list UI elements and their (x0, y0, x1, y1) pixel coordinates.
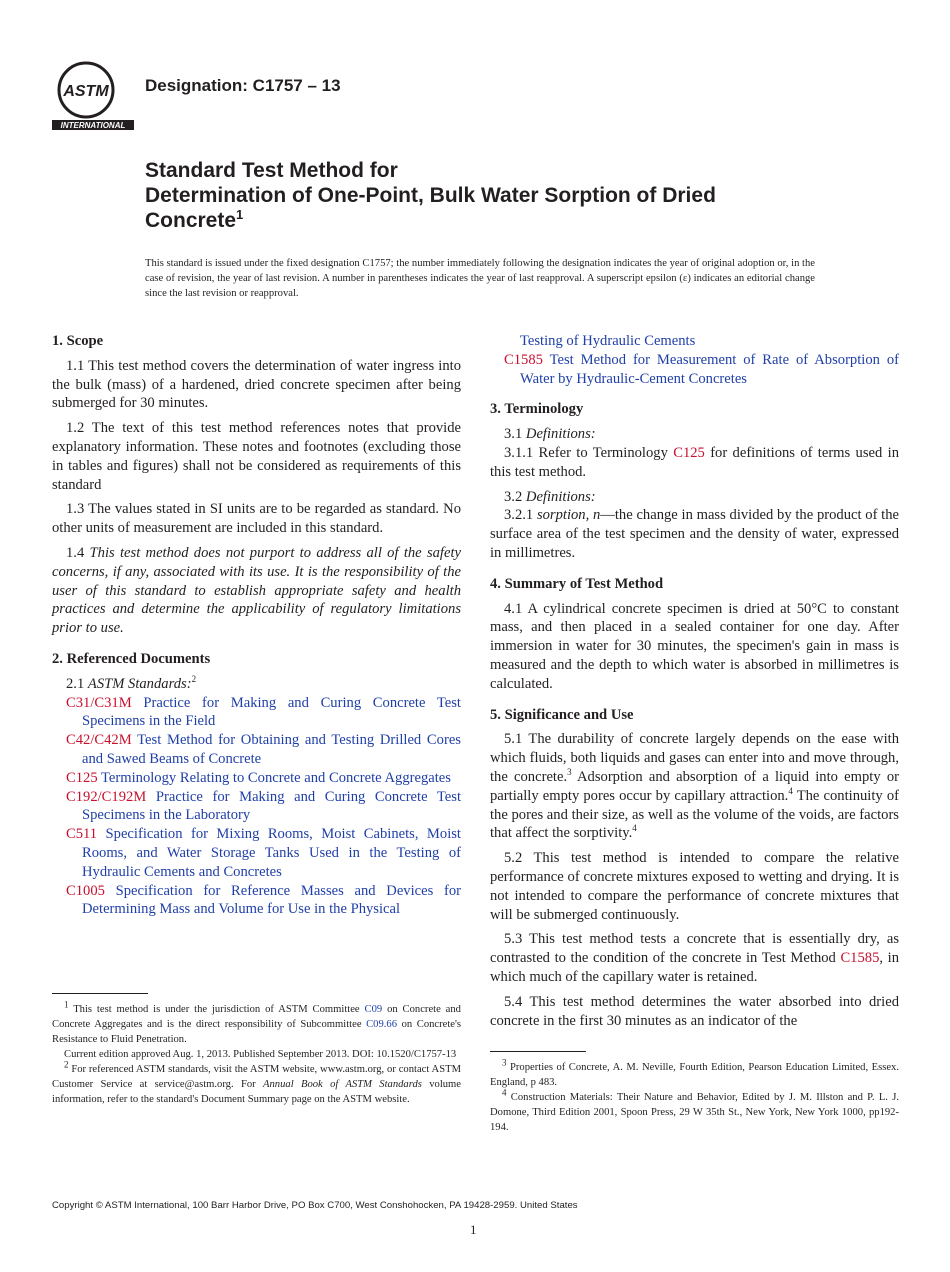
astm-logo (50, 58, 136, 134)
paragraph-5-3-post: , in which much of the capillary water is retained. (490, 950, 899, 985)
reference-list (52, 694, 461, 920)
paragraph-5-3-pre: 5.3 This test method tests a concrete that is essentially dry, as contrasted to the condition of the concrete in Test Method (490, 931, 899, 967)
paragraph-3-1-1-post: for definitions of terms used in this test method. (490, 444, 899, 480)
subheading-title: ASTM Standards: (87, 675, 192, 692)
paragraph-1-4 (52, 544, 461, 638)
subheading-footnote-mark: 2 (191, 673, 197, 684)
footnote-2 (52, 1059, 461, 1107)
footnote-2-b: volume information, refer to the standard's Document Summary page on the ASTM website. (52, 1079, 461, 1105)
footnote-3-text: Properties of Concrete, A. M. Neville, Fourth Edition, Pearson Education Limited, Essex. England, p 483. (490, 1062, 899, 1088)
footnote-2-mark: 2 (64, 1059, 69, 1070)
reference-code-link[interactable]: C511 (66, 826, 98, 843)
reference-item (52, 731, 461, 769)
footnote-3 (490, 1057, 899, 1090)
link-c09-66[interactable]: C09.66 (366, 1019, 398, 1030)
reference-item (52, 788, 461, 826)
reference-list-continued (490, 332, 899, 388)
link-c1585[interactable]: C1585 (840, 950, 880, 967)
title-footnote-mark: 1 (236, 207, 244, 222)
paragraph-1-3: 1.3 The values stated in SI units are to be regarded as standard. No other units of measurement are included in this standard. (52, 501, 461, 537)
paragraph-5-4: 5.4 This test method determines the water absorbed into dried concrete in the first 30 minutes as an indicator of the (490, 993, 899, 1029)
footnote-1-edition: Current edition approved Aug. 1, 2013. Published September 2013. DOI: 10.1520/C1757-13 (64, 1049, 457, 1060)
paragraph-5-1 (490, 730, 899, 843)
reference-title-link[interactable]: Practice for Making and Curing Concrete Test Specimens in the Laboratory (82, 788, 461, 824)
footnote-4-text: Construction Materials: Their Nature and Behavior, Edited by J. M. Illston and P. L. J. Domone, Third Edition 2001, Spoon Press, 29 W 35th St., New York, New York 1000, pp192-194. (490, 1092, 899, 1133)
footnotes-left (52, 999, 462, 1107)
footnote-mark-4: 4 (788, 785, 793, 796)
title-line-2: Determination of One-Point, Bulk Water Sorption of Dried (145, 184, 716, 207)
right-column (490, 332, 899, 1030)
svg-text:INTERNATIONAL: INTERNATIONAL (60, 121, 126, 130)
paragraph-3-1-number: 3.1 (504, 426, 523, 443)
paragraph-3-1 (490, 425, 899, 444)
title-line-3-text: Concrete (145, 209, 237, 232)
paragraph-1-4-number: 1.4 (66, 544, 85, 561)
footnote-rule-left (52, 993, 148, 994)
definition-text: —the change in mass divided by the product of the surface area of the test specimen and the density of water, expressed in millimetres. (490, 507, 899, 561)
footnote-mark-3: 3 (567, 767, 572, 778)
paragraph-4-1: 4.1 A cylindrical concrete specimen is dried at 50°C to constant mass, and then placed in a sealed container for one day. After immersion in water for 30 minutes, the specimen's gain in mass is measured and the depth to which water is absorbed in millimetres is calculated. (490, 600, 899, 692)
footnotes-right (490, 1057, 899, 1135)
section-heading-referenced-documents: 2. Referenced Documents (52, 650, 211, 667)
astm-standards-subheading (52, 675, 461, 694)
reference-title-link[interactable]: Test Method for Measurement of Rate of Absorption of Water by Hydraulic-Cement Concretes (520, 351, 900, 387)
astm-logo-icon (50, 58, 136, 134)
left-column (52, 332, 461, 919)
footnote-2-a: For referenced ASTM standards, visit the ASTM website, www.astm.org, or contact ASTM Customer Service at service@astm.org. For (52, 1064, 461, 1090)
reference-code-link[interactable]: C1585 (504, 351, 543, 368)
reference-item (490, 351, 899, 389)
footnote-1-mark: 1 (64, 999, 69, 1010)
reference-code-link[interactable]: C192/C192M (66, 788, 147, 805)
reference-title-link[interactable]: Test Method for Obtaining and Testing Drilled Cores and Sawed Beams of Concrete (82, 732, 461, 767)
paragraph-1-1: 1.1 This test method covers the determination of water ingress into the bulk (mass) of a hardened, dried concrete specimen after being submerged for 30 minutes. (52, 357, 461, 412)
reference-item (52, 694, 461, 732)
footnote-1 (52, 999, 462, 1047)
footnote-1-c: on Concrete's Resistance to Fluid Penetration. (52, 1019, 462, 1045)
paragraph-5-1-b: Adsorption and absorption of a liquid into empty or partially empty pores occur by capillary attraction. (490, 768, 899, 804)
paragraph-3-2 (490, 488, 899, 507)
subheading-number: 2.1 (66, 675, 85, 692)
paragraph-5-1-c: The continuity of the pores and their size, as well as the volume of the voids, are factors that affect the sorptivity. (490, 787, 899, 842)
reference-code-link[interactable]: C1005 (66, 882, 105, 899)
paragraph-5-2: 5.2 This test method is intended to compare the relative performance of concrete mixtures exposed to wetting and drying. It is not intended to compare the performance of concrete mixtures that will be submerged continuously. (490, 850, 899, 923)
reference-item (52, 769, 461, 788)
svg-text:ASTM: ASTM (63, 83, 109, 100)
reference-code-link[interactable]: C42/C42M (66, 732, 132, 749)
footnote-rule-right (490, 1051, 586, 1052)
document-title (145, 158, 845, 233)
reference-item (52, 825, 461, 881)
paragraph-3-1-1-pre: 3.1.1 Refer to Terminology (504, 444, 668, 461)
issued-note: This standard is issued under the fixed designation C1757; the number immediately following the designation indicates the year of original adoption or, in the case of revision, the year of last revision. A number in parentheses indicates the year of last reapproval. A superscript epsilon (ε) indicates an editorial change since the last revision or reapproval. (145, 258, 815, 299)
paragraph-5-3 (490, 930, 899, 986)
reference-item-continued (490, 332, 899, 351)
section-heading-significance: 5. Significance and Use (490, 706, 634, 723)
link-c09[interactable]: C09 (364, 1004, 383, 1015)
reference-item (52, 882, 461, 920)
paragraph-1-4-text: This test method does not purport to address all of the safety concerns, if any, associated with its use. It is the responsibility of the user of this standard to establish appropriate safety and health practices and determine the applicability of regulatory limitations prior to use. (52, 544, 461, 637)
link-c125[interactable]: C125 (673, 444, 705, 461)
reference-title-link[interactable]: Practice for Making and Curing Concrete Test Specimens in the Field (82, 694, 461, 730)
paragraph-5-1-a: 5.1 The durability of concrete largely depends on the ease with which fluids, both liquids and gases can enter into and move through, the concrete. (490, 731, 899, 785)
reference-title-link-continued[interactable]: Testing of Hydraulic Cements (520, 333, 696, 349)
paragraph-3-1-label: Definitions: (525, 426, 596, 443)
section-heading-terminology: 3. Terminology (490, 401, 584, 418)
title-line-3 (145, 208, 845, 233)
copyright-notice: Copyright © ASTM International, 100 Barr Harbor Drive, PO Box C700, West Conshohocken, PA 19428-2959. United States (52, 1200, 578, 1211)
page-number: 1 (470, 1222, 477, 1237)
footnote-4 (490, 1087, 899, 1135)
reference-title-link[interactable]: Terminology Relating to Concrete and Concrete Aggregates (101, 769, 451, 786)
reference-title-link[interactable]: Specification for Mixing Rooms, Moist Cabinets, Moist Rooms, and Water Storage Tanks Used in the Testing of Hydraulic Cements and Concretes (82, 826, 461, 880)
footnote-3-mark: 3 (502, 1057, 507, 1068)
paragraph-3-1-1 (490, 444, 899, 482)
footnote-1-b: on Concrete and Concrete Aggregates and is the direct responsibility of Subcommittee (52, 1004, 461, 1030)
reference-title-link[interactable]: Specification for Reference Masses and Devices for Determining Mass and Volume for Use in the Physical (82, 882, 461, 918)
footnote-mark-4b: 4 (632, 823, 637, 834)
paragraph-3-2-number: 3.2 (504, 488, 523, 505)
section-heading-summary: 4. Summary of Test Method (490, 575, 664, 592)
paragraph-3-2-1-number: 3.2.1 (504, 507, 534, 524)
reference-code-link[interactable]: C125 (66, 769, 98, 786)
definition-term: sorption, n (536, 507, 601, 524)
footnote-4-mark: 4 (502, 1087, 507, 1098)
footnote-2-italic: Annual Book of ASTM Standards (263, 1079, 422, 1090)
reference-code-link[interactable]: C31/C31M (66, 694, 132, 711)
paragraph-3-2-1 (490, 506, 899, 562)
designation: Designation: C1757 – 13 (145, 76, 341, 95)
paragraph-1-2: 1.2 The text of this test method references notes that provide explanatory information. These notes and footnotes (excluding those in tables and figures) shall not be considered as requirements of this standard (52, 420, 461, 493)
footnote-1-a: This test method is under the jurisdiction of ASTM Committee (73, 1004, 360, 1015)
title-line-1: Standard Test Method for (145, 159, 398, 182)
section-heading-scope: 1. Scope (52, 333, 104, 349)
paragraph-3-2-label: Definitions: (525, 488, 596, 505)
